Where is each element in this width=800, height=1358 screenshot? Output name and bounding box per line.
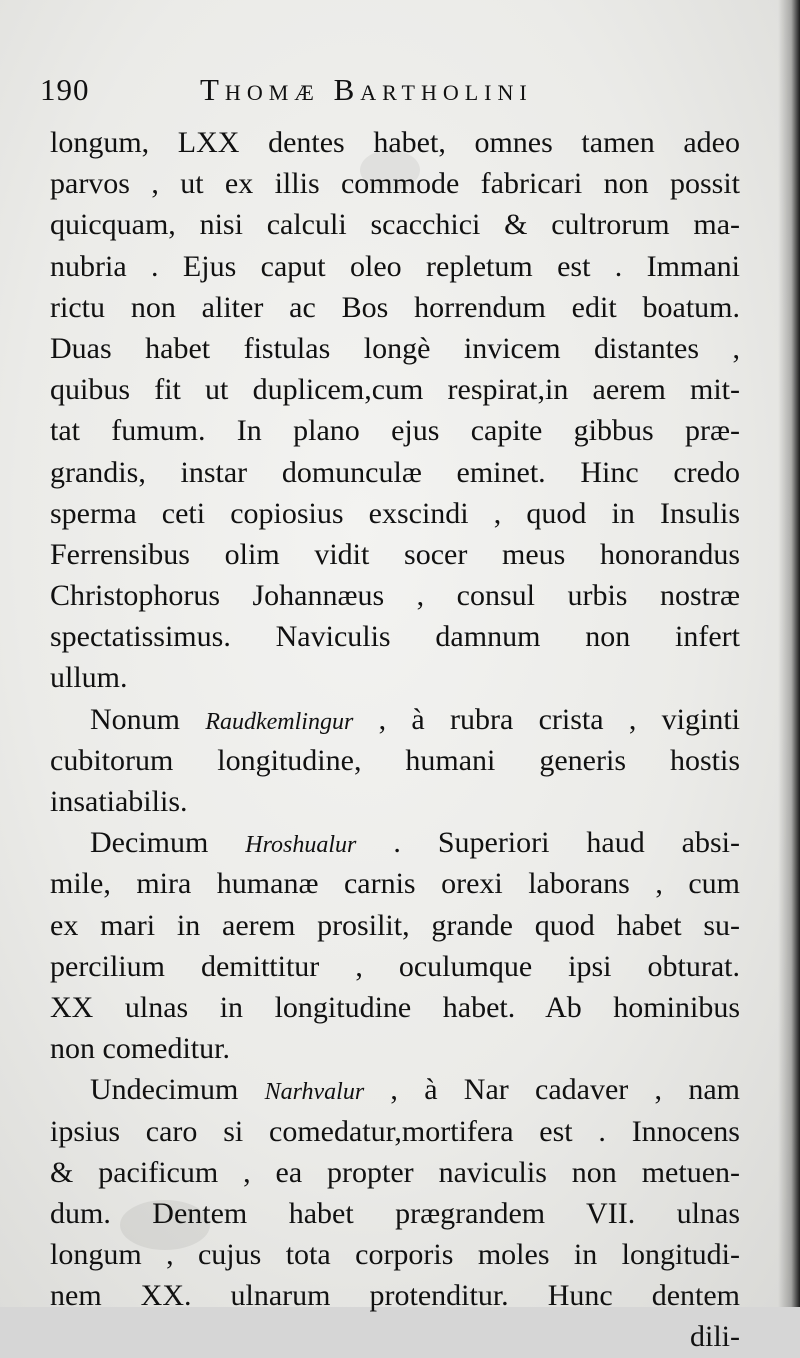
text-line <box>50 657 740 698</box>
text-line <box>50 493 740 534</box>
text-segment: rictu non aliter ac Bos horrendum edit boatum. <box>50 290 740 324</box>
text-line <box>50 781 740 822</box>
text-line <box>50 616 740 657</box>
text-segment: Ferrensibus olim vidit socer meus honorandus <box>50 537 740 571</box>
text-line <box>50 1152 740 1193</box>
text-line <box>50 987 740 1028</box>
text-segment: ipsius caro si comedatur,mortifera est . Innocens <box>50 1114 740 1148</box>
body-text <box>50 122 740 1358</box>
text-segment: Undecimum <box>90 1073 265 1107</box>
page-number: 190 <box>40 72 90 107</box>
text-line <box>50 328 740 369</box>
running-head: Thomæ Bartholini <box>200 72 533 107</box>
text-line <box>50 1111 740 1152</box>
text-segment: ullum. <box>50 661 128 695</box>
text-segment: longum, LXX dentes habet, omnes tamen adeo <box>50 126 740 159</box>
text-segment: longum , cujus tota corporis moles in longitudi- <box>50 1238 740 1272</box>
text-segment: , à rubra crista , viginti <box>353 702 741 736</box>
text-segment: quibus fit ut duplicem,cum respirat,in aerem mit- <box>50 373 740 407</box>
text-segment: nem XX. ulnarum protenditur. Hunc dentem <box>50 1279 740 1313</box>
text-line <box>50 369 740 410</box>
text-segment: dum. Dentem habet prægrandem VII. ulnas <box>50 1196 740 1230</box>
text-line <box>50 863 740 904</box>
text-segment: ex mari in aerem prosilit, grande quod habet su- <box>50 908 740 942</box>
text-segment: , à Nar cadaver , nam <box>364 1073 740 1107</box>
text-line <box>50 575 740 616</box>
text-segment: XX ulnas in longitudine habet. Ab hominibus <box>50 990 740 1024</box>
text-segment: percilium demittitur , oculumque ipsi obturat. <box>50 949 740 983</box>
text-segment: spectatissimus. Naviculis damnum non infert <box>50 620 740 654</box>
text-line <box>50 1234 740 1275</box>
text-line <box>50 122 740 163</box>
text-line <box>50 1028 740 1069</box>
text-segment: mile, mira humanæ carnis orexi laborans , cum <box>50 867 740 901</box>
page-header <box>40 72 740 116</box>
text-line <box>50 452 740 493</box>
text-segment: Nonum <box>90 702 206 736</box>
text-line <box>50 699 740 740</box>
text-segment: insatiabilis. <box>50 785 188 818</box>
text-line <box>50 905 740 946</box>
text-segment: nubria . Ejus caput oleo repletum est . Immani <box>50 249 740 283</box>
text-line <box>50 204 740 245</box>
text-segment: Duas habet fistulas longè invicem distantes , <box>50 331 740 365</box>
text-line <box>50 822 740 863</box>
text-line <box>50 246 740 287</box>
text-line <box>50 410 740 451</box>
text-line <box>50 163 740 204</box>
text-segment: non comeditur. <box>50 1032 230 1066</box>
text-segment: parvos , ut ex illis commode fabricari non possit <box>50 167 740 201</box>
text-line <box>50 946 740 987</box>
italic-name: Narhvalur <box>264 1079 365 1106</box>
text-line <box>50 534 740 575</box>
italic-name: Hroshualur <box>245 832 357 859</box>
text-segment: cubitorum longitudine, humani generis hostis <box>50 743 740 777</box>
text-line <box>50 1316 740 1357</box>
text-line <box>50 1069 740 1110</box>
text-segment: . Superiori haud absi- <box>356 826 740 860</box>
text-segment: Decimum <box>90 826 246 860</box>
text-segment: dili- <box>690 1320 740 1354</box>
text-segment: tat fumum. In plano ejus capite gibbus præ- <box>50 414 740 448</box>
text-segment: Christophorus Johannæus , consul urbis nostræ <box>50 579 740 613</box>
text-line <box>50 287 740 328</box>
text-line <box>50 740 740 781</box>
text-line <box>50 1193 740 1234</box>
text-line <box>50 1275 740 1316</box>
italic-name: Raudkemlingur <box>205 708 354 735</box>
text-segment: sperma ceti copiosius exscindi , quod in Insulis <box>50 496 740 530</box>
text-segment: grandis, instar domunculæ eminet. Hinc credo <box>50 455 740 489</box>
page-edge-shadow <box>778 0 800 1307</box>
text-segment: quicquam, nisi calculi scacchici & cultrorum ma- <box>50 208 740 242</box>
text-segment: & pacificum , ea propter naviculis non metuen- <box>50 1155 740 1189</box>
